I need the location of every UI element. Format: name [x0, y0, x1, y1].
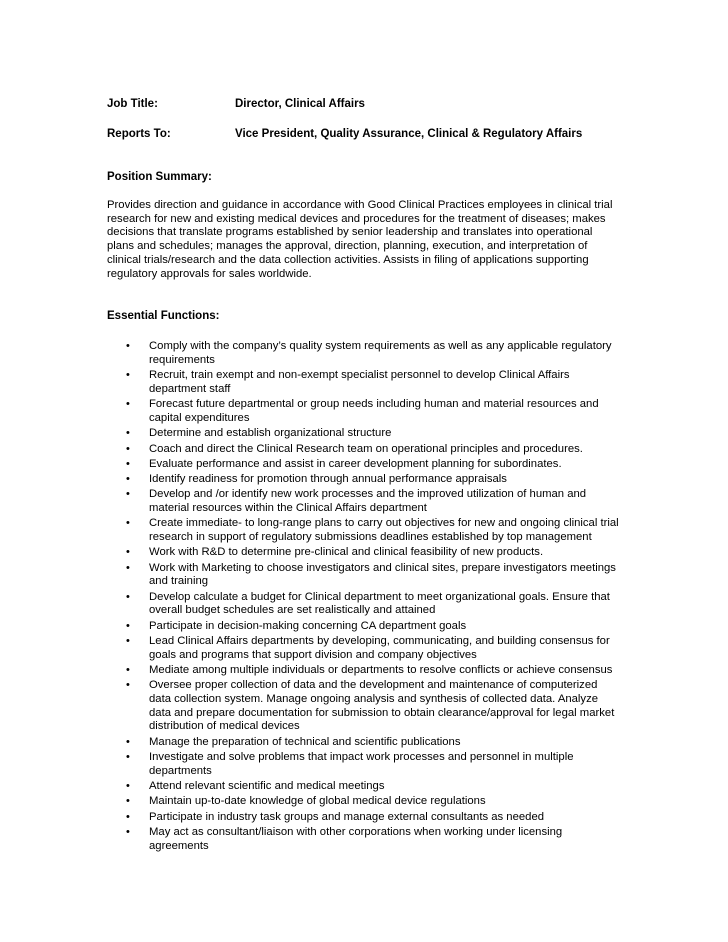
essential-functions-list: [107, 340, 622, 853]
list-item-text: Recruit, train exempt and non-exempt specialist personnel to develop Clinical Affairs department staff: [149, 369, 570, 395]
list-item: [107, 443, 622, 457]
list-item: [107, 562, 622, 589]
list-item-text: Oversee proper collection of data and the development and maintenance of computerized data collection system. Manage ongoing analysis and synthesis of collected data. Analyze data and prepare documentation for submission to obtain clearance/approval for legal market distribution of medical devices: [149, 679, 615, 733]
list-item: [107, 664, 622, 678]
job-title-row: [107, 97, 622, 111]
list-item: [107, 826, 622, 853]
bullet-icon: •: [126, 561, 130, 574]
list-item-text: Comply with the company’s quality system requirements as well as any applicable regulatory requirements: [149, 340, 612, 366]
position-summary-heading: Position Summary:: [107, 171, 212, 183]
list-item-text: Maintain up-to-date knowledge of global medical device regulations: [149, 795, 486, 808]
list-item: [107, 473, 622, 487]
list-item: [107, 780, 622, 794]
list-item: [107, 546, 622, 560]
bullet-icon: •: [126, 546, 130, 559]
reports-to-value: Vice President, Quality Assurance, Clinical & Regulatory Affairs: [235, 128, 583, 140]
bullet-icon: •: [126, 473, 130, 486]
list-item-text: Attend relevant scientific and medical meetings: [149, 780, 385, 792]
list-item-text: Evaluate performance and assist in career development planning for subordinates.: [149, 457, 562, 470]
list-item-text: Work with Marketing to choose investigators and clinical sites, prepare investigators meetings and training: [149, 561, 616, 588]
bullet-icon: •: [126, 517, 130, 530]
bullet-icon: •: [126, 340, 130, 353]
list-item-text: Forecast future departmental or group needs including human and material resources and capital expenditures: [149, 398, 599, 424]
list-item: [107, 458, 622, 472]
list-item: [107, 620, 622, 634]
reports-to-row: [107, 127, 622, 141]
bullet-icon: •: [126, 751, 130, 763]
list-item-text: Determine and establish organizational structure: [149, 427, 392, 440]
list-item-text: Participate in industry task groups and manage external consultants as needed: [149, 810, 545, 823]
bullet-icon: •: [126, 810, 130, 823]
essential-functions-heading: Essential Functions:: [107, 310, 220, 323]
list-item: [107, 427, 622, 441]
job-title-label: Job Title:: [107, 98, 158, 110]
list-item: [107, 488, 622, 515]
list-item: [107, 679, 622, 734]
list-item-text: Work with R&D to determine pre-clinical and clinical feasibility of new products.: [149, 546, 544, 559]
list-item-text: Develop calculate a budget for Clinical department to meet organizational goals. Ensure that overall budget schedules are set realistically and attained: [149, 590, 610, 617]
list-item-text: Lead Clinical Affairs departments by developing, communicating, and building consensus for goals and programs that support division and company objectives: [149, 635, 610, 661]
list-item: [107, 591, 622, 618]
list-item: [107, 736, 622, 750]
bullet-icon: •: [126, 398, 130, 411]
bullet-icon: •: [126, 590, 130, 603]
list-item-text: Participate in decision-making concerning CA department goals: [149, 619, 467, 632]
list-item: [107, 751, 622, 778]
list-item: [107, 369, 622, 396]
bullet-icon: •: [126, 679, 130, 692]
bullet-icon: •: [126, 664, 130, 676]
bullet-icon: •: [126, 735, 130, 748]
bullet-icon: •: [126, 488, 130, 501]
reports-to-label: Reports To:: [107, 128, 171, 140]
bullet-icon: •: [126, 780, 130, 792]
list-item-text: Create immediate- to long-range plans to carry out objectives for new and ongoing clinical trial research in support of regulatory submissions deadlines established by top management: [149, 517, 619, 544]
document-page: [107, 97, 622, 855]
position-summary-text: Provides direction and guidance in accordance with Good Clinical Practices employees in clinical trial research for new and existing medical devices and procedures for the treatment of diseases; makes decisions that translate programs established by senior leadership and translates into operational plans and schedules; manages the approval, direction, planning, execution, and interpretation of clinical trials/research and the data collection activities. Assists in filing of applications supporting regulatory approvals for sales worldwide.: [107, 199, 613, 280]
job-title-value: Director, Clinical Affairs: [235, 98, 365, 110]
bullet-icon: •: [126, 369, 130, 382]
list-item-text: Identify readiness for promotion through annual performance appraisals: [149, 473, 507, 486]
bullet-icon: •: [126, 619, 130, 632]
list-item: [107, 398, 622, 425]
list-item: [107, 517, 622, 544]
bullet-icon: •: [126, 795, 130, 808]
list-item-text: Mediate among multiple individuals or departments to resolve conflicts or achieve consensus: [149, 664, 613, 676]
list-item: [107, 340, 622, 367]
bullet-icon: •: [126, 635, 130, 647]
list-item: [107, 795, 622, 809]
bullet-icon: •: [126, 442, 130, 455]
bullet-icon: •: [126, 825, 130, 838]
list-item: [107, 635, 622, 662]
list-item: [107, 811, 622, 825]
list-item-text: May act as consultant/liaison with other corporations when working under licensing agreements: [149, 825, 563, 852]
list-item-text: Investigate and solve problems that impact work processes and personnel in multiple departments: [149, 751, 574, 777]
bullet-icon: •: [126, 427, 130, 440]
bullet-icon: •: [126, 457, 130, 470]
list-item-text: Develop and /or identify new work processes and the improved utilization of human and material resources within the Clinical Affairs department: [149, 488, 587, 515]
list-item-text: Coach and direct the Clinical Research team on operational principles and procedures.: [149, 442, 583, 455]
list-item-text: Manage the preparation of technical and scientific publications: [149, 735, 461, 748]
